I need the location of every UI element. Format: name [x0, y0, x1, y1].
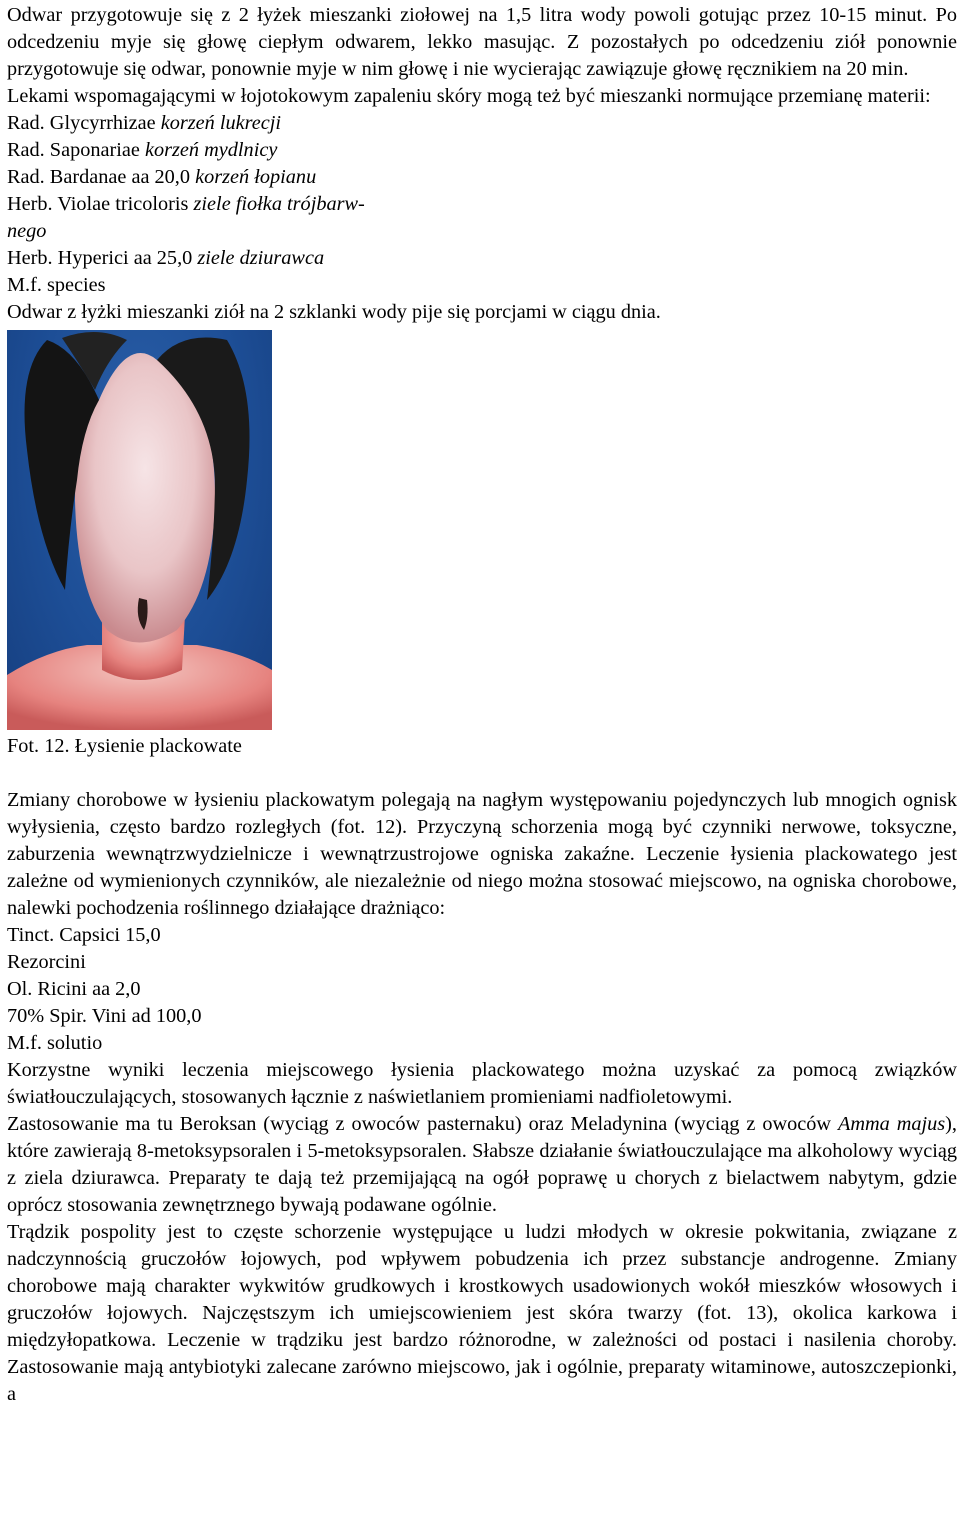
alopecia-photo: [7, 330, 272, 730]
recipe-line: Rezorcini: [7, 951, 86, 973]
recipe-line: 70% Spir. Vini ad 100,0: [7, 1005, 202, 1027]
paragraph-decoction-instructions: Odwar przygotowuje się z 2 łyżek mieszanki ziołowej na 1,5 litra wody powoli gotując przez 10-15 minut. Po odcedzeniu myje się głowę ciepłym odwarem, lekko masując. Z pozostałych po odcedzeniu ziół ponownie przygotowuje się odwar, ponownie myje w nim głowę i nie wycierając zawiązuje głowę ręcznikiem na 20 min.: [7, 4, 957, 80]
recipe-line: Herb. Violae tricoloris ziele fiołka trójbarw-: [7, 193, 365, 215]
recipe-line: Herb. Hyperici aa 25,0 ziele dziurawca: [7, 247, 325, 269]
recipe-line: Rad. Bardanae aa 20,0 korzeń łopianu: [7, 166, 317, 188]
paragraph-beroksan: Zastosowanie ma tu Beroksan (wyciąg z owoców pasternaku) oraz Meladynina (wyciąg z owoców Amma majus), które zawierają 8-metoksypsoralen i 5-metoksypsoralen. Słabsze działanie światłouczulające ma alkoholowy wyciąg z ziela dziurawca. Preparaty te dają też przemijającą na ogół poprawę u chorych z bielactwem nabytym, gdzie oprócz stosowania zewnętrznego bywają podawane ogólnie.: [7, 1113, 957, 1216]
recipe-line: M.f. species: [7, 274, 106, 296]
tincture-recipe: [7, 922, 957, 1057]
paragraph-supporting-drugs: Lekami wspomagającymi w łojotokowym zapaleniu skóry mogą też być mieszanki normujące przemianę materii:: [7, 85, 931, 107]
figure-caption: Fot. 12. Łysienie plackowate: [7, 735, 242, 757]
recipe-line: nego: [7, 220, 47, 242]
recipe-line: M.f. solutio: [7, 1032, 103, 1054]
document-page: [7, 0, 957, 1408]
alopecia-illustration: [7, 330, 272, 730]
paragraph-dosage: Odwar z łyżki mieszanki ziół na 2 szklanki wody pije się porcjami w ciągu dnia.: [7, 301, 661, 323]
paragraph-alopecia-description: Zmiany chorobowe w łysieniu plackowatym polegają na nagłym występowaniu pojedynczych lub mnogich ognisk wyłysienia, często bardzo rozległych (fot. 12). Przyczyną schorzenia mogą być czynniki nerwowe, toksyczne, zaburzenia wewnątrzwydzielnicze i wewnątrzustrojowe ogniska zakaźne. Leczenie łysienia plackowatego jest zależne od wymienionych czynników, ale niezależnie od niego można stosować miejscowo, na ogniska chorobowe, nalewki pochodzenia roślinnego działające drażniąco:: [7, 789, 957, 919]
recipe-line: Rad. Glycyrrhizae korzeń lukrecji: [7, 112, 282, 134]
paragraph-acne: Trądzik pospolity jest to częste schorzenie występujące u ludzi młodych w okresie pokwitania, związane z nadczynnością gruczołów łojowych, pod wpływem pobudzenia ich przez substancje androgenne. Zmiany chorobowe mają charakter wykwitów grudkowych i krostkowych usadowionych wokół mieszków włosowych i gruczołów łojowych. Najczęstszym ich umiejscowieniem jest skóra twarzy (fot. 13), okolica karkowa i międzyłopatkowa. Leczenie w trądziku jest bardzo różnorodne, w zależności od postaci i nasilenia choroby. Zastosowanie mają antybiotyki zalecane zarówno miejscowo, jak i ogólnie, preparaty witaminowe, autoszczepionki, a: [7, 1221, 957, 1405]
recipe-line: Ol. Ricini aa 2,0: [7, 978, 141, 1000]
recipe-line: Rad. Saponariae korzeń mydlnicy: [7, 139, 278, 161]
recipe-line: Tinct. Capsici 15,0: [7, 924, 161, 946]
herbal-recipe: [7, 110, 957, 299]
paragraph-photosensitizers: Korzystne wyniki leczenia miejscowego łysienia plackowatego można uzyskać za pomocą związków światłouczulających, stosowanych łącznie z naświetlaniem promieniami nadfioletowymi.: [7, 1059, 957, 1108]
